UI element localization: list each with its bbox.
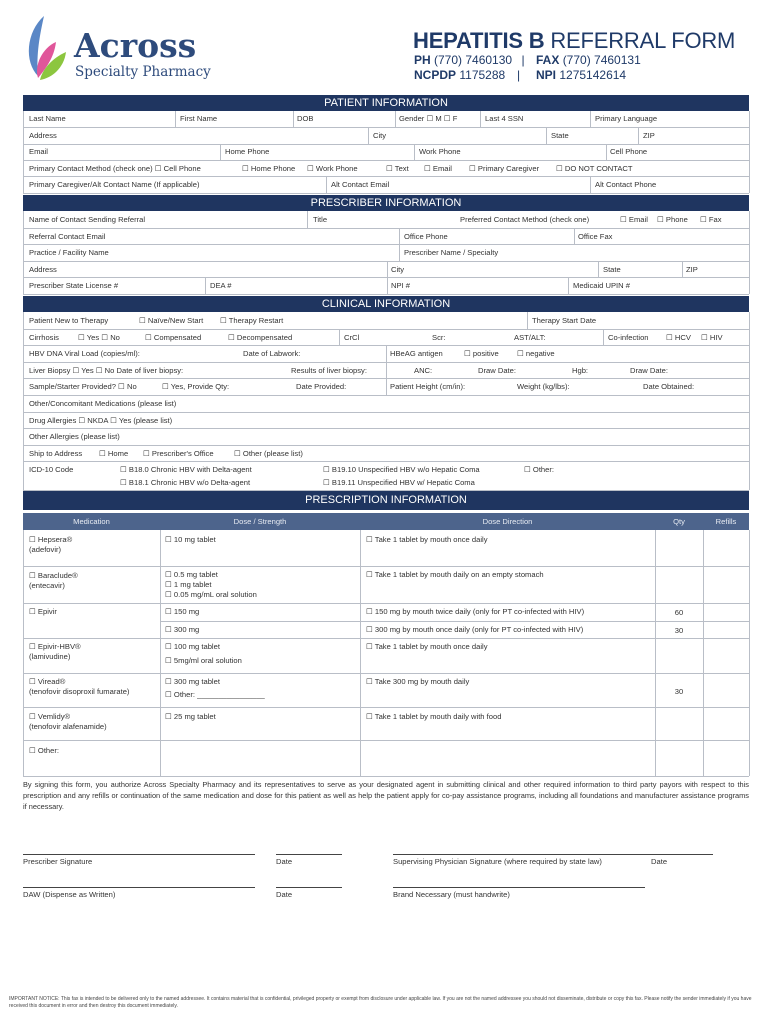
pref-email-checkbox[interactable]: ☐ Email	[620, 215, 648, 224]
icd-b1911-checkbox[interactable]: ☐ B19.11 Unspecified HBV w/ Hepatic Coma	[323, 478, 475, 487]
prescriber-address-field[interactable]: Address	[29, 265, 57, 274]
baraclude-dose-1[interactable]: ☐ 1 mg tablet	[165, 580, 212, 589]
pref-fax-checkbox[interactable]: ☐ Fax	[700, 215, 722, 224]
drug-allergies-field[interactable]: Drug Allergies ☐ NKDA ☐ Yes (please list)	[29, 416, 173, 425]
viread-dose-other[interactable]: ☐ Other: ________________	[165, 690, 265, 699]
hcv-checkbox[interactable]: ☐ HCV	[666, 333, 691, 342]
sample-yes-checkbox[interactable]: ☐ Yes, Provide Qty:	[162, 382, 230, 391]
epivir-direction-300[interactable]: ☐ 300 mg by mouth once daily (only for PT co-infected with HIV)	[366, 625, 584, 634]
separator	[517, 68, 520, 82]
contact-method-text[interactable]: ☐ Text	[386, 164, 409, 173]
address-field[interactable]: Address	[29, 131, 57, 140]
prescriber-info-header: PRESCRIBER INFORMATION	[23, 195, 749, 211]
clinical-info-header: CLINICAL INFORMATION	[23, 296, 749, 312]
epivir-hbv-checkbox[interactable]: ☐ Epivir-HBV®	[29, 642, 81, 651]
epivir-qty-60: 60	[674, 608, 684, 617]
prescription-info-header: PRESCRIPTION INFORMATION	[23, 491, 749, 510]
last4-ssn-field[interactable]: Last 4 SSN	[485, 114, 524, 123]
cell-phone-field[interactable]: Cell Phone	[610, 147, 648, 156]
brand-subtitle: Specialty Pharmacy	[75, 64, 211, 80]
baraclude-direction-checkbox[interactable]: ☐ Take 1 tablet by mouth daily on an empty stomach	[366, 570, 544, 579]
icd-b180-checkbox[interactable]: ☐ B18.0 Chronic HBV with Delta-agent	[120, 465, 252, 474]
baraclude-checkbox[interactable]: ☐ Baraclude®	[29, 571, 78, 580]
contact-method-work[interactable]: ☐ Work Phone	[307, 164, 358, 173]
viread-qty: 30	[674, 687, 684, 696]
col-dose-direction: Dose Direction	[482, 517, 533, 526]
ship-to-label: Ship to Address	[29, 449, 83, 458]
hbeag-label: HBeAG antigen	[390, 349, 443, 358]
ship-other-checkbox[interactable]: ☐ Other (please list)	[234, 449, 303, 458]
baraclude-dose-05[interactable]: ☐ 0.5 mg tablet	[165, 570, 218, 579]
hepsera-checkbox[interactable]: ☐ Hepsera®	[29, 535, 73, 544]
prescriber-zip-field[interactable]: ZIP	[686, 265, 698, 274]
prescriber-state-field[interactable]: State	[603, 265, 621, 274]
preferred-method-label: Preferred Contact Method (check one)	[460, 215, 590, 224]
npi-line	[536, 68, 626, 82]
prescriber-city-field[interactable]: City	[391, 265, 405, 274]
liver-biopsy-field[interactable]: Liver Biopsy ☐ Yes ☐ No Date of liver biopsy:	[29, 366, 184, 375]
brand-necessary-label[interactable]: Brand Necessary (must handwrite)	[393, 890, 510, 899]
caregiver-name-field[interactable]: Primary Caregiver/Alt Contact Name (If applicable)	[29, 180, 200, 189]
icd-b181-checkbox[interactable]: ☐ B18.1 Chronic HBV w/o Delta-agent	[120, 478, 251, 487]
cirrhosis-yes-no[interactable]: ☐ Yes ☐ No	[78, 333, 120, 342]
npi-field[interactable]: NPI #	[391, 281, 410, 290]
last-name-field[interactable]: Last Name	[29, 114, 66, 123]
date-provided-field[interactable]: Date Provided:	[296, 382, 347, 391]
contact-method-caregiver[interactable]: ☐ Primary Caregiver	[469, 164, 540, 173]
ast-alt-field[interactable]: AST/ALT:	[514, 333, 546, 342]
hbeag-positive-checkbox[interactable]: ☐ positive	[464, 349, 499, 358]
labwork-date-field[interactable]: Date of Labwork:	[243, 349, 301, 358]
referral-email-field[interactable]: Referral Contact Email	[29, 232, 106, 241]
alt-email-field[interactable]: Alt Contact Email	[331, 180, 390, 189]
other-medication-checkbox[interactable]: ☐ Other:	[29, 746, 60, 755]
patient-info-header: PATIENT INFORMATION	[23, 95, 749, 111]
baraclude-dose-solution[interactable]: ☐ 0.05 mg/mL oral solution	[165, 590, 257, 599]
email-field[interactable]: Email	[29, 147, 48, 156]
contact-title-field[interactable]: Title	[313, 215, 328, 224]
epivir-direction-150[interactable]: ☐ 150 mg by mouth twice daily (only for PT co-infected with HIV)	[366, 607, 585, 616]
work-phone-field[interactable]: Work Phone	[419, 147, 461, 156]
crcl-field[interactable]: CrCl	[344, 333, 360, 342]
prescriber-signature-label[interactable]: Prescriber Signature	[23, 857, 93, 866]
form-title-bold: HEPATITIS B	[413, 28, 545, 53]
medicaid-field[interactable]: Medicaid UPIN #	[573, 281, 630, 290]
hiv-checkbox[interactable]: ☐ HIV	[701, 333, 723, 342]
vemlidy-generic: (tenofovir alafenamide)	[29, 722, 107, 731]
contact-name-field[interactable]: Name of Contact Sending Referral	[29, 215, 146, 224]
npi-value: 1275142614	[559, 68, 627, 82]
compensated-checkbox[interactable]: ☐ Compensated	[145, 333, 202, 342]
office-phone-field[interactable]: Office Phone	[404, 232, 448, 241]
supervising-date-label[interactable]: Date	[651, 857, 668, 866]
scr-field[interactable]: Scr:	[432, 333, 446, 342]
decompensated-checkbox[interactable]: ☐ Decompensated	[228, 333, 293, 342]
col-refills: Refills	[715, 517, 737, 526]
viread-direction[interactable]: ☐ Take 300 mg by mouth daily	[366, 677, 470, 686]
vemlidy-dose[interactable]: ☐ 25 mg tablet	[165, 712, 216, 721]
form-title-rest: REFERRAL FORM	[544, 28, 736, 53]
epivir-checkbox[interactable]: ☐ Epivir	[29, 607, 57, 616]
gender-field[interactable]: Gender ☐ M ☐ F	[399, 114, 458, 123]
hgb-field[interactable]: Hgb:	[572, 366, 589, 375]
practice-name-field[interactable]: Practice / Facility Name	[29, 248, 109, 257]
ship-home-checkbox[interactable]: ☐ Home	[99, 449, 129, 458]
ncpdp-label: NCPDP	[414, 68, 457, 82]
viread-generic: (tenofovir disoproxil fumarate)	[29, 687, 130, 696]
city-field[interactable]: City	[373, 131, 387, 140]
ship-office-checkbox[interactable]: ☐ Prescriber's Office	[143, 449, 214, 458]
hepsera-generic: (adefovir)	[29, 545, 62, 554]
col-qty: Qty	[673, 517, 685, 526]
viread-checkbox[interactable]: ☐ Viread®	[29, 677, 66, 686]
contact-method-email[interactable]: ☐ Email	[424, 164, 452, 173]
fax-line	[536, 53, 641, 67]
prescriber-name-field[interactable]: Prescriber Name / Specialty	[404, 248, 499, 257]
weight-field[interactable]: Weight (kg/lbs):	[517, 382, 570, 391]
hepsera-direction-checkbox[interactable]: ☐ Take 1 tablet by mouth once daily	[366, 535, 488, 544]
cirrhosis-label: Cirrhosis	[29, 333, 59, 342]
supervising-signature-label[interactable]: Supervising Physician Signature (where required by state law)	[393, 857, 602, 866]
license-field[interactable]: Prescriber State License #	[29, 281, 119, 290]
col-medication: Medication	[73, 517, 110, 526]
contact-method-none[interactable]: ☐ DO NOT CONTACT	[556, 164, 633, 173]
biopsy-results-field[interactable]: Results of liver biopsy:	[291, 366, 367, 375]
hgb-draw-date-field[interactable]: Draw Date:	[630, 366, 668, 375]
vemlidy-checkbox[interactable]: ☐ Vemlidy®	[29, 712, 71, 721]
fax-value: (770) 7460131	[562, 53, 641, 67]
state-field[interactable]: State	[551, 131, 569, 140]
epivir-qty-30: 30	[674, 626, 684, 635]
pref-phone-checkbox[interactable]: ☐ Phone	[657, 215, 688, 224]
hbv-dna-field[interactable]: HBV DNA Viral Load (copies/ml):	[29, 349, 140, 358]
sample-no-checkbox[interactable]: Sample/Starter Provided? ☐ No	[29, 382, 137, 391]
ncpdp-line	[414, 68, 505, 82]
contact-method-home[interactable]: ☐ Home Phone	[242, 164, 296, 173]
anc-draw-date-field[interactable]: Draw Date:	[478, 366, 516, 375]
dob-field[interactable]: DOB	[297, 114, 314, 123]
restart-checkbox[interactable]: ☐ Therapy Restart	[220, 316, 284, 325]
coinfection-label: Co-infection	[608, 333, 649, 342]
daw-date-label[interactable]: Date	[276, 890, 293, 899]
phone-line	[414, 53, 525, 67]
npi-label: NPI	[536, 68, 557, 82]
epivir-hbv-generic: (lamivudine)	[29, 652, 71, 661]
signature-date-label[interactable]: Date	[276, 857, 293, 866]
primary-language-field[interactable]: Primary Language	[595, 114, 658, 123]
icd10-label: ICD-10 Code	[29, 465, 74, 474]
ph-label: PH	[414, 53, 431, 67]
anc-field[interactable]: ANC:	[414, 366, 433, 375]
hepsera-dose-checkbox[interactable]: ☐ 10 mg tablet	[165, 535, 216, 544]
baraclude-generic: (entecavir)	[29, 581, 65, 590]
epivir-hbv-dose-tablet[interactable]: ☐ 100 mg tablet	[165, 642, 220, 651]
epivir-dose-150[interactable]: ☐ 150 mg	[165, 607, 200, 616]
new-to-therapy-label: Patient New to Therapy	[29, 316, 109, 325]
separator-glyph: |	[517, 68, 521, 82]
epivir-hbv-dose-solution[interactable]: ☐ 5mg/ml oral solution	[165, 656, 242, 665]
brand-name: Across	[74, 26, 197, 65]
home-phone-field[interactable]: Home Phone	[225, 147, 270, 156]
contact-method-cell[interactable]: Primary Contact Method (check one) ☐ Cell Phone	[29, 164, 201, 173]
date-obtained-field[interactable]: Date Obtained:	[643, 382, 695, 391]
epivir-hbv-direction[interactable]: ☐ Take 1 tablet by mouth once daily	[366, 642, 488, 651]
alt-phone-field[interactable]: Alt Contact Phone	[595, 180, 657, 189]
icd-other-checkbox[interactable]: ☐ Other:	[524, 465, 555, 474]
viread-dose-300[interactable]: ☐ 300 mg tablet	[165, 677, 220, 686]
first-name-field[interactable]: First Name	[180, 114, 218, 123]
daw-label[interactable]: DAW (Dispense as Written)	[23, 890, 116, 899]
hbeag-negative-checkbox[interactable]: ☐ negative	[517, 349, 555, 358]
dea-field[interactable]: DEA #	[210, 281, 232, 290]
icd-b1910-checkbox[interactable]: ☐ B19.10 Unspecified HBV w/o Hepatic Coma	[323, 465, 480, 474]
ph-value: (770) 7460130	[434, 53, 513, 67]
authorization-statement: By signing this form, you authorize Across Specialty Pharmacy and its representatives to serve as your designated agent in submitting clinical and other required information to third party payors with respect to this prescription and any refills or continuation of the same medication and dose for this patient as well as help the patient apply for co-pay assistance programs, including all foundations and manufacturer assistance programs if necessary.	[23, 780, 749, 811]
other-allergies-field[interactable]: Other Allergies (please list)	[29, 432, 120, 441]
other-meds-field[interactable]: Other/Concomitant Medications (please list)	[29, 399, 177, 408]
epivir-dose-300[interactable]: ☐ 300 mg	[165, 625, 200, 634]
form-title	[413, 29, 735, 53]
fax-label: FAX	[536, 53, 560, 67]
ncpdp-value: 1175288	[459, 68, 506, 82]
col-dose-strength: Dose / Strength	[233, 517, 287, 526]
naive-checkbox[interactable]: ☐ Naïve/New Start	[139, 316, 204, 325]
office-fax-field[interactable]: Office Fax	[578, 232, 613, 241]
zip-field[interactable]: ZIP	[643, 131, 655, 140]
important-notice: IMPORTANT NOTICE: This fax is intended to be delivered only to the named addressee. It contains material that is confidential, privileged property or exempt from disclosure under applicable law. If you are not the named addressee you should not disseminate, distribute or copy this fax. Please notify the sender immediately if you have received this document in error and then destroy this document immediately.	[9, 996, 752, 1009]
therapy-start-date-field[interactable]: Therapy Start Date	[532, 316, 597, 325]
height-field[interactable]: Patient Height (cm/in):	[390, 382, 466, 391]
vemlidy-direction[interactable]: ☐ Take 1 tablet by mouth daily with food	[366, 712, 502, 721]
separator: |	[521, 53, 525, 67]
